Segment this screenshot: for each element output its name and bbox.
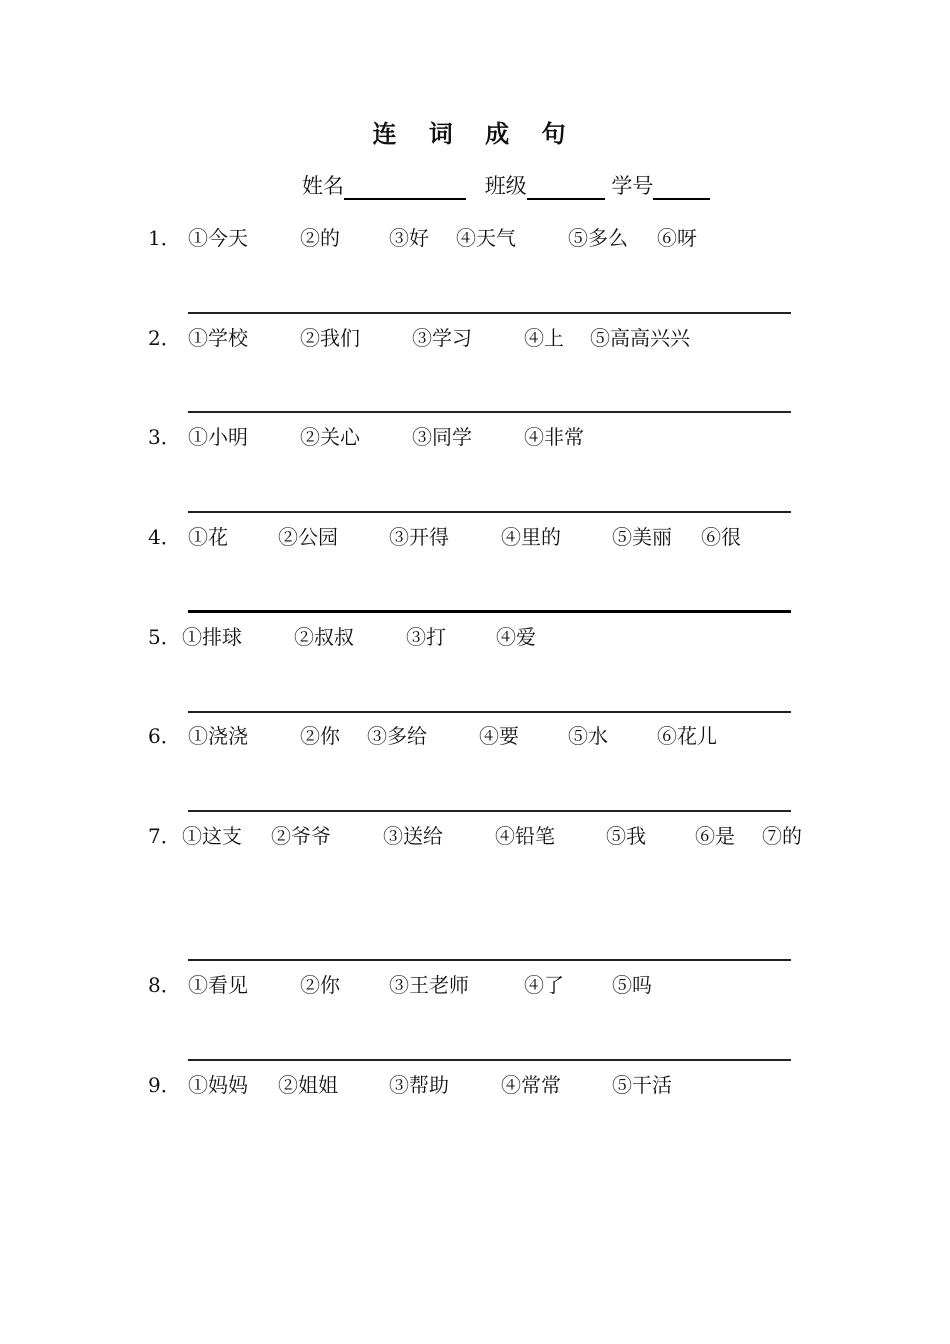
name-blank[interactable] [344,172,466,200]
student-info-row [302,170,710,200]
question-number: 7． [148,824,181,848]
answer-line-7[interactable] [188,959,791,961]
answer-line-6[interactable] [188,810,791,812]
word-option: ①学校 [188,326,248,350]
word-option: ⑦的 [762,824,802,848]
word-option: ①花 [188,525,228,549]
answer-line-2[interactable] [188,411,791,413]
question-8 [148,969,652,998]
word-option: ②爷爷 [271,824,331,848]
question-number: 5． [148,625,181,649]
class-blank[interactable] [527,172,605,200]
word-option: ⑥花儿 [657,724,717,748]
word-option: ①看见 [188,973,248,997]
word-option: ③同学 [412,425,472,449]
word-option: ①小明 [188,425,248,449]
word-option: ⑥呀 [657,226,697,250]
word-option: ②叔叔 [294,625,354,649]
word-option: ②公园 [278,525,338,549]
word-option: ④非常 [524,425,584,449]
name-label: 姓名 [302,174,344,198]
word-option: ③好 [389,226,429,250]
word-option: ①今天 [188,226,248,250]
word-option: ②姐姐 [278,1073,338,1097]
question-1 [148,222,697,251]
worksheet-title: 连 词 成 句 [372,120,578,148]
word-option: ④天气 [456,226,516,250]
question-number: 1． [148,226,181,250]
word-option: ⑤水 [568,724,608,748]
question-number: 8． [148,973,181,997]
question-number: 4． [148,525,181,549]
word-option: ④上 [524,326,564,350]
word-option: ①浇浇 [188,724,248,748]
number-label: 学号 [611,174,654,198]
class-label: 班级 [484,174,527,198]
word-option: ④铅笔 [495,824,555,848]
question-3 [148,421,584,450]
word-option: ⑤吗 [612,973,652,997]
word-option: ③开得 [389,525,449,549]
word-option: ①这支 [182,824,242,848]
word-option: ⑤多么 [568,226,628,250]
word-option: ④里的 [501,525,561,549]
answer-line-8[interactable] [188,1059,791,1061]
question-number: 2． [148,326,181,350]
question-6 [148,720,717,749]
word-option: ⑥是 [695,824,735,848]
question-4 [148,521,741,550]
question-9 [148,1069,672,1098]
question-number: 9． [148,1073,181,1097]
word-option: ④爱 [496,625,536,649]
word-option: ③打 [406,625,446,649]
question-number: 6． [148,724,181,748]
answer-line-3[interactable] [188,511,791,513]
question-7 [148,820,802,849]
word-option: ③送给 [383,824,443,848]
word-option: ②关心 [300,425,360,449]
question-2 [148,322,690,351]
word-option: ③多给 [367,724,427,748]
word-option: ⑤干活 [612,1073,672,1097]
answer-line-5[interactable] [188,711,791,713]
word-option: ③学习 [412,326,472,350]
question-5 [148,621,536,650]
word-option: ①排球 [182,625,242,649]
answer-line-4[interactable] [188,610,791,613]
word-option: ②的 [300,226,340,250]
word-option: ④要 [479,724,519,748]
number-blank[interactable] [653,172,710,200]
word-option: ④了 [524,973,564,997]
word-option: ⑤我 [606,824,646,848]
word-option: ⑤高高兴兴 [590,326,690,350]
word-option: ②我们 [300,326,360,350]
question-number: 3． [148,425,181,449]
answer-line-1[interactable] [188,312,791,314]
word-option: ⑤美丽 [612,525,672,549]
word-option: ③王老师 [389,973,469,997]
word-option: ③帮助 [389,1073,449,1097]
word-option: ②你 [300,973,340,997]
word-option: ⑥很 [701,525,741,549]
word-option: ②你 [300,724,340,748]
word-option: ①妈妈 [188,1073,248,1097]
word-option: ④常常 [501,1073,561,1097]
